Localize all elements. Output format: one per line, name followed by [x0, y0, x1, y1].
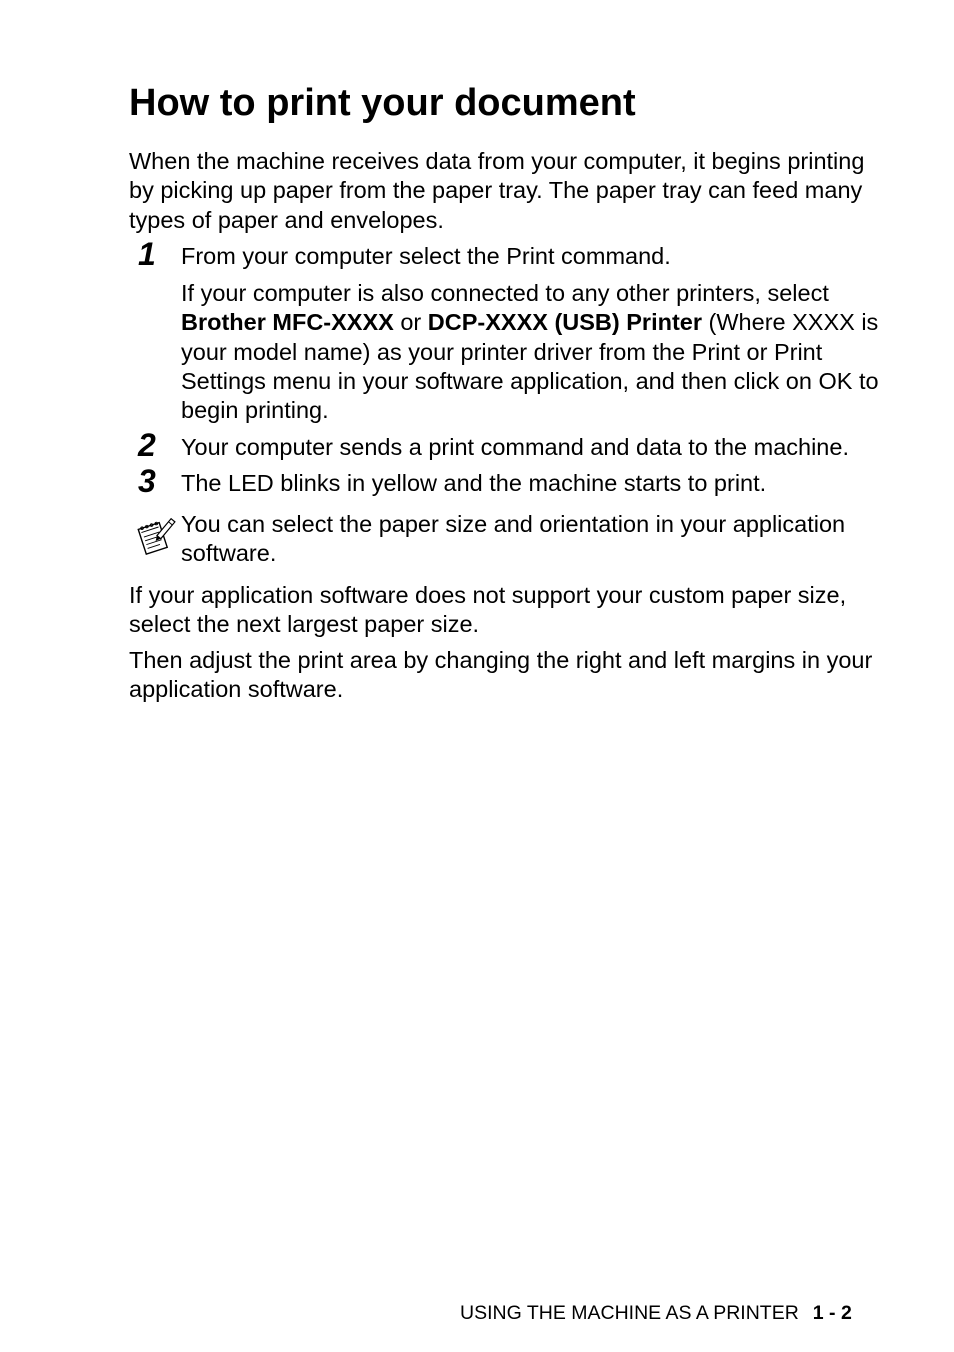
custom-size-paragraph: If your application software does not support your custom paper size, select the next largest paper size. — [129, 582, 847, 638]
intro-paragraph: When the machine receives data from your computer, it begins printing by picking up paper from the paper tray. The paper tray can feed many types of paper and envelopes. — [129, 148, 865, 233]
step-1-detail-pre: If your computer is also connected to any other printers, select — [181, 280, 829, 306]
step-1-detail-mid: or — [393, 309, 428, 336]
printer-name-dcp: DCP-XXXX (USB) Printer — [427, 309, 703, 336]
note-text: You can select the paper size and orientation in your application software. — [181, 511, 846, 567]
note-pencil-icon — [136, 515, 176, 555]
step-2-number: 2 — [138, 427, 156, 463]
step-2-text: Your computer sends a print command and data to the machine. — [181, 434, 849, 460]
step-1-number: 1 — [138, 236, 156, 272]
printer-name-mfc: Brother MFC-XXXX — [181, 309, 394, 336]
footer-page-number: 1 - 2 — [812, 1302, 852, 1324]
page-title: How to print your document — [129, 82, 636, 124]
step-1-detail-post: (Where XXXX is your model name) as your printer driver from the Print or Print Settings menu in your software application, and then click on OK to begin printing. — [181, 309, 879, 424]
page-footer — [460, 1301, 852, 1325]
step-3-text: The LED blinks in yellow and the machine starts to print. — [181, 470, 767, 496]
footer-section-title: USING THE MACHINE AS A PRINTER — [460, 1302, 799, 1324]
step-3-number: 3 — [138, 463, 156, 499]
step-1-text: From your computer select the Print command. — [181, 243, 671, 269]
adjust-margins-paragraph: Then adjust the print area by changing the right and left margins in your application software. — [129, 647, 873, 703]
step-1-detail — [181, 279, 881, 425]
